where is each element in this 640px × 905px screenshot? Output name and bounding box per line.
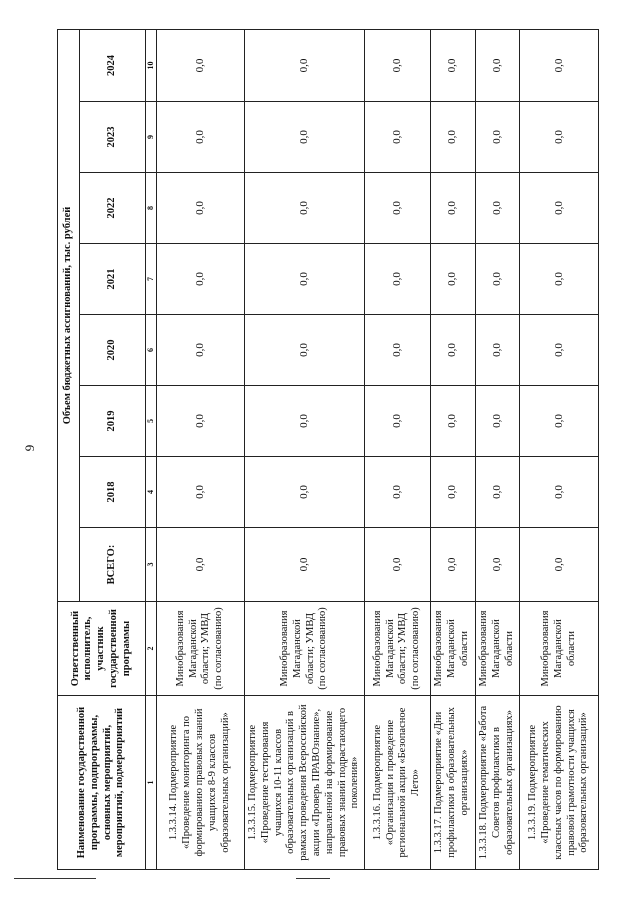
value-cell: 0,0 xyxy=(157,457,245,528)
value-cell: 0,0 xyxy=(157,386,245,457)
value-cell: 0,0 xyxy=(475,173,520,244)
value-cell: 0,0 xyxy=(520,29,599,101)
value-cell: 0,0 xyxy=(520,528,599,602)
footer-rule xyxy=(296,878,330,879)
budget-table xyxy=(57,29,599,870)
table-row xyxy=(365,29,430,869)
value-cell: 0,0 xyxy=(475,29,520,101)
value-cell: 0,0 xyxy=(157,528,245,602)
value-cell: 0,0 xyxy=(365,102,430,173)
value-cell: 0,0 xyxy=(520,386,599,457)
value-cell: 0,0 xyxy=(365,244,430,315)
table-row xyxy=(520,29,599,869)
row-executor: Минобразования Магаданской области xyxy=(430,602,475,696)
value-cell: 0,0 xyxy=(244,102,365,173)
value-cell: 0,0 xyxy=(430,29,475,101)
value-cell: 0,0 xyxy=(430,102,475,173)
row-name: 1.3.3.16. Подмероприятие «Организация и проведение региональной акции «Безопасное Лето» xyxy=(365,696,430,870)
row-executor: Минобразования Магаданской области; УМВД (по согласованию) xyxy=(365,602,430,696)
row-name: 1.3.3.18. Подмероприятие «Работа Советов профилактики в образовательных организациях» xyxy=(475,696,520,870)
value-cell: 0,0 xyxy=(244,244,365,315)
header-year: 2020 xyxy=(80,315,146,386)
header-year: 2021 xyxy=(80,244,146,315)
row-name: 1.3.3.15. Подмероприятие «Проведение тестирования учащихся 10-11 классов образовательных организаций в рамках проведения Всероссийской акции «Проверь ПРАВОзнание», направленной на формирование правовых знаний подрастающего поколения» xyxy=(244,696,365,870)
header-year: 2023 xyxy=(80,102,146,173)
index-cell: 5 xyxy=(146,386,157,457)
value-cell: 0,0 xyxy=(365,457,430,528)
header-year: 2024 xyxy=(80,29,146,101)
row-name: 1.3.3.19. Подмероприятие «Проведение тематических классных часов по формированию правовой грамотности учащихся образовательных организаций» xyxy=(520,696,599,870)
header-budget-group: Объем бюджетных ассигнований, тыс. рублей xyxy=(58,29,80,601)
index-cell: 1 xyxy=(146,696,157,870)
header-row-1 xyxy=(58,29,80,869)
value-cell: 0,0 xyxy=(520,244,599,315)
value-cell: 0,0 xyxy=(157,315,245,386)
row-executor: Минобразования Магаданской области xyxy=(475,602,520,696)
page-number: 9 xyxy=(22,444,37,452)
value-cell: 0,0 xyxy=(520,457,599,528)
value-cell: 0,0 xyxy=(244,315,365,386)
index-cell: 8 xyxy=(146,173,157,244)
value-cell: 0,0 xyxy=(157,29,245,101)
value-cell: 0,0 xyxy=(244,528,365,602)
footer-rule xyxy=(14,878,96,879)
value-cell: 0,0 xyxy=(430,457,475,528)
value-cell: 0,0 xyxy=(365,528,430,602)
value-cell: 0,0 xyxy=(365,29,430,101)
value-cell: 0,0 xyxy=(157,244,245,315)
header-executor: Ответственный исполнитель, участник государственной программы xyxy=(58,602,146,696)
value-cell: 0,0 xyxy=(430,315,475,386)
table-row xyxy=(244,29,365,869)
value-cell: 0,0 xyxy=(244,29,365,101)
index-cell: 6 xyxy=(146,315,157,386)
value-cell: 0,0 xyxy=(244,457,365,528)
table-row xyxy=(430,29,475,869)
header-year: 2018 xyxy=(80,457,146,528)
value-cell: 0,0 xyxy=(475,386,520,457)
value-cell: 0,0 xyxy=(430,244,475,315)
value-cell: 0,0 xyxy=(520,102,599,173)
index-cell: 3 xyxy=(146,528,157,602)
table-row xyxy=(475,29,520,869)
value-cell: 0,0 xyxy=(475,315,520,386)
value-cell: 0,0 xyxy=(430,528,475,602)
index-row xyxy=(146,29,157,869)
value-cell: 0,0 xyxy=(157,173,245,244)
value-cell: 0,0 xyxy=(365,386,430,457)
header-year: 2019 xyxy=(80,386,146,457)
header-year: 2022 xyxy=(80,173,146,244)
index-cell: 2 xyxy=(146,602,157,696)
value-cell: 0,0 xyxy=(430,386,475,457)
value-cell: 0,0 xyxy=(244,173,365,244)
row-name: 1.3.3.17. Подмероприятие «Дни профилактики в образовательных организациях» xyxy=(430,696,475,870)
value-cell: 0,0 xyxy=(475,102,520,173)
index-cell: 7 xyxy=(146,244,157,315)
value-cell: 0,0 xyxy=(520,173,599,244)
value-cell: 0,0 xyxy=(475,528,520,602)
value-cell: 0,0 xyxy=(365,315,430,386)
value-cell: 0,0 xyxy=(244,386,365,457)
row-executor: Минобразования Магаданской области; УМВД (по согласованию) xyxy=(244,602,365,696)
table-row xyxy=(157,29,245,869)
row-executor: Минобразования Магаданской области; УМВД (по согласованию) xyxy=(157,602,245,696)
value-cell: 0,0 xyxy=(475,244,520,315)
row-name: 1.3.3.14. Подмероприятие «Проведение мониторинга по формированию правовых знаний учащихся 8-9 классов образовательных организаций» xyxy=(157,696,245,870)
value-cell: 0,0 xyxy=(475,457,520,528)
value-cell: 0,0 xyxy=(365,173,430,244)
index-cell: 9 xyxy=(146,102,157,173)
value-cell: 0,0 xyxy=(520,315,599,386)
index-cell: 4 xyxy=(146,457,157,528)
rotated-table-container xyxy=(57,30,599,870)
value-cell: 0,0 xyxy=(157,102,245,173)
row-executor: Минобразования Магаданской области xyxy=(520,602,599,696)
index-cell: 10 xyxy=(146,29,157,101)
header-name: Наименование государственной программы, подпрограммы, основных мероприятий, мероприятий, подмероприятий xyxy=(58,696,146,870)
value-cell: 0,0 xyxy=(430,173,475,244)
header-total: ВСЕГО: xyxy=(80,528,146,602)
